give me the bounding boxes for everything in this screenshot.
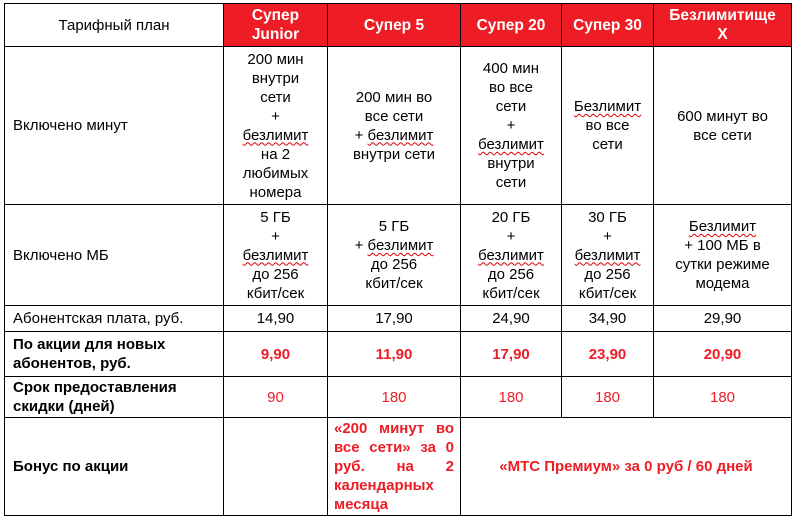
fee-row bbox=[5, 306, 792, 332]
discount-period-row bbox=[5, 377, 792, 418]
mb-super-5: 5 ГБ + безлимит до 256 кбит/сек bbox=[328, 205, 461, 306]
promo-price-label: По акции для новых абонентов, руб. bbox=[5, 332, 224, 377]
minutes-bezlimitische-x: 600 минут во все сети bbox=[654, 47, 792, 205]
header-plan-super-5: Супер 5 bbox=[328, 4, 461, 47]
discount-period-super-20: 180 bbox=[461, 377, 562, 418]
minutes-super-5: 200 мин во все сети + безлимит внутри сети bbox=[328, 47, 461, 205]
bonus-label: Бонус по акции bbox=[5, 418, 224, 516]
fee-super-5: 17,90 bbox=[328, 306, 461, 332]
promo-price-super-20: 17,90 bbox=[461, 332, 562, 377]
tariff-table bbox=[4, 3, 792, 516]
minutes-super-20: 400 мин во все сети + безлимит внутри сети bbox=[461, 47, 562, 205]
mb-bezlimitische-x: Безлимит + 100 МБ в сутки режиме модема bbox=[654, 205, 792, 306]
header-label: Тарифный план bbox=[5, 4, 224, 47]
fee-super-junior: 14,90 bbox=[224, 306, 328, 332]
fee-label: Абонентская плата, руб. bbox=[5, 306, 224, 332]
promo-price-super-junior: 9,90 bbox=[224, 332, 328, 377]
mb-super-junior: 5 ГБ + безлимит до 256 кбит/сек bbox=[224, 205, 328, 306]
minutes-row bbox=[5, 47, 792, 205]
mb-super-20: 20 ГБ + безлимит до 256 кбит/сек bbox=[461, 205, 562, 306]
header-row bbox=[5, 4, 792, 47]
header-plan-super-30: Супер 30 bbox=[562, 4, 654, 47]
mb-row bbox=[5, 205, 792, 306]
fee-super-30: 34,90 bbox=[562, 306, 654, 332]
discount-period-label: Срок предоставления скидки (дней) bbox=[5, 377, 224, 418]
header-plan-bezlimitische-x: Безлимитище X bbox=[654, 4, 792, 47]
promo-price-bezlimitische-x: 20,90 bbox=[654, 332, 792, 377]
discount-period-super-junior: 90 bbox=[224, 377, 328, 418]
promo-price-super-5: 11,90 bbox=[328, 332, 461, 377]
bonus-super-5: «200 минут во все сети» за 0 руб. на 2 календарных месяца bbox=[328, 418, 461, 516]
bonus-row bbox=[5, 418, 792, 516]
discount-period-bezlimitische-x: 180 bbox=[654, 377, 792, 418]
header-plan-super-junior: Супер Junior bbox=[224, 4, 328, 47]
promo-price-super-30: 23,90 bbox=[562, 332, 654, 377]
mb-super-30: 30 ГБ + безлимит до 256 кбит/сек bbox=[562, 205, 654, 306]
fee-super-20: 24,90 bbox=[461, 306, 562, 332]
minutes-super-30: Безлимит во все сети bbox=[562, 47, 654, 205]
discount-period-super-5: 180 bbox=[328, 377, 461, 418]
minutes-super-junior: 200 мин внутри сети + безлимит на 2 любимых номера bbox=[224, 47, 328, 205]
minutes-label: Включено минут bbox=[5, 47, 224, 205]
discount-period-super-30: 180 bbox=[562, 377, 654, 418]
bonus-super-junior-empty bbox=[224, 418, 328, 516]
promo-price-row bbox=[5, 332, 792, 377]
fee-bezlimitische-x: 29,90 bbox=[654, 306, 792, 332]
header-plan-super-20: Супер 20 bbox=[461, 4, 562, 47]
bonus-premium: «МТС Премиум» за 0 руб / 60 дней bbox=[461, 418, 792, 516]
mb-label: Включено МБ bbox=[5, 205, 224, 306]
